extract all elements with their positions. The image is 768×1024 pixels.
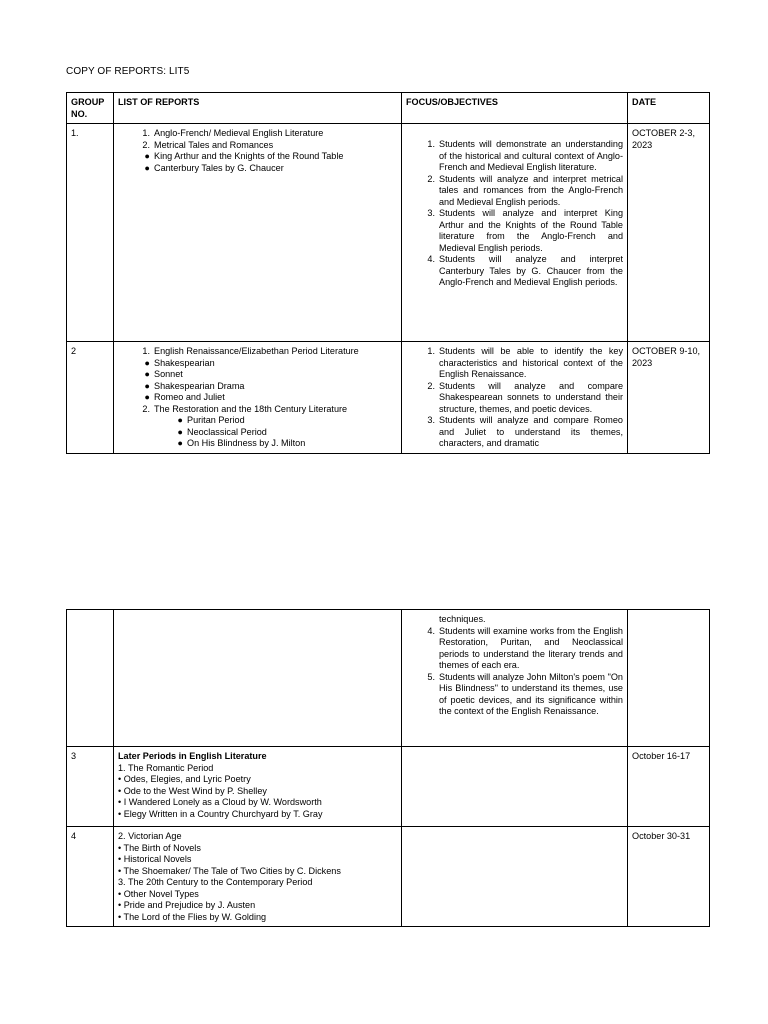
report-item (118, 392, 397, 404)
report-text: Puritan Period (187, 415, 245, 425)
objective-text: Students will analyze and interpret Canterbury Tales by G. Chaucer from the Anglo-French and Medieval English periods. (439, 254, 623, 287)
group-number: 2 (67, 342, 114, 454)
document-title: COPY OF REPORTS: LIT5 (66, 66, 190, 77)
report-line: • Historical Novels (118, 854, 192, 864)
report-item (118, 369, 397, 381)
table-row (67, 342, 710, 454)
objective-marker: 1. (427, 346, 435, 356)
report-marker: 2. (142, 403, 150, 414)
objective-item (406, 254, 623, 289)
group-number: 4 (67, 827, 114, 927)
objective-item (406, 381, 623, 416)
report-line: 1. The Romantic Period (118, 762, 214, 773)
report-text: Sonnet (154, 369, 183, 379)
objective-text: Students will analyze and compare Romeo and Juliet to understand its themes, characters, and dramatic (439, 415, 623, 448)
report-marker: ● (144, 357, 150, 368)
reports-section-title: Later Periods in English Literature (118, 751, 267, 761)
objective-marker: 2. (427, 173, 435, 184)
report-marker: ● (144, 369, 150, 379)
objective-item (406, 626, 623, 672)
objective-text: Students will examine works from the English Restoration, Puritan, and Neoclassical periods to understand the literary trends and themes of each era. (439, 625, 623, 670)
report-item (118, 346, 397, 358)
group-number: 3 (67, 747, 114, 827)
report-item (118, 404, 397, 416)
reports-cell (114, 610, 402, 747)
reports-table-continued (66, 609, 710, 927)
objective-item (406, 139, 623, 174)
objective-item (406, 174, 623, 209)
reports-cell (114, 827, 402, 927)
report-item (118, 438, 397, 450)
objectives-cell (402, 342, 628, 454)
header-focus-objectives: FOCUS/OBJECTIVES (402, 93, 628, 124)
report-line: • Other Novel Types (118, 888, 199, 899)
report-item (118, 140, 397, 152)
date-cell (628, 610, 710, 747)
report-line: 2. Victorian Age (118, 831, 182, 841)
report-item (118, 381, 397, 393)
report-line: • The Lord of the Flies by W. Golding (118, 911, 267, 922)
report-marker: ● (144, 151, 150, 161)
header-date: DATE (628, 93, 710, 124)
report-marker: ● (177, 426, 183, 437)
table-row (67, 610, 710, 747)
report-text: King Arthur and the Knights of the Round Table (154, 151, 344, 161)
objective-marker: 4. (427, 254, 435, 264)
objectives-cell (402, 610, 628, 747)
report-item (118, 128, 397, 140)
table-row (67, 747, 710, 827)
report-line: • The Birth of Novels (118, 842, 201, 853)
objective-text: Students will analyze and interpret metrical tales and romances from the Anglo-French and Medieval English periods. (439, 173, 623, 207)
objective-marker: 1. (427, 139, 435, 149)
report-item (118, 358, 397, 370)
objective-text: Students will be able to identify the key characteristics and historical context of the English Renaissance. (439, 346, 623, 379)
objectives-cell (402, 827, 628, 927)
reports-cell (114, 124, 402, 342)
header-list-of-reports: LIST OF REPORTS (114, 93, 402, 124)
header-group-no: GROUP NO. (67, 93, 114, 124)
report-text: On His Blindness by J. Milton (187, 438, 306, 448)
objective-marker: 3. (427, 415, 435, 425)
report-marker: ● (177, 438, 183, 448)
date-cell: October 16-17 (628, 747, 710, 827)
report-marker: 1. (142, 346, 150, 356)
objective-marker: 5. (427, 671, 435, 682)
objective-text: Students will analyze John Milton's poem "On His Blindness" to understand its themes, use of poetic devices, and its significance within the context of the English Renaissance. (439, 671, 623, 716)
objective-item (406, 346, 623, 381)
report-text: Romeo and Juliet (154, 392, 225, 402)
table-row (67, 124, 710, 342)
report-marker: ● (144, 162, 150, 173)
report-line: • Ode to the West Wind by P. Shelley (118, 785, 267, 796)
report-line: 3. The 20th Century to the Contemporary Period (118, 877, 313, 887)
report-text: Metrical Tales and Romances (154, 139, 274, 150)
report-line: • I Wandered Lonely as a Cloud by W. Wordsworth (118, 797, 322, 807)
report-marker: ● (144, 380, 150, 391)
report-text: Shakespearian Drama (154, 380, 245, 391)
report-text: English Renaissance/Elizabethan Period Literature (154, 346, 359, 356)
report-text: The Restoration and the 18th Century Literature (154, 403, 348, 414)
reports-cell (114, 747, 402, 827)
report-text: Neoclassical Period (187, 426, 267, 437)
objectives-cell (402, 747, 628, 827)
objective-item (406, 415, 623, 450)
report-text: Canterbury Tales by G. Chaucer (154, 162, 284, 173)
report-marker: ● (144, 392, 150, 402)
report-marker: ● (177, 415, 183, 425)
date-cell: October 30-31 (628, 827, 710, 927)
reports-cell (114, 342, 402, 454)
report-item (118, 415, 397, 427)
objective-text: Students will analyze and interpret King Arthur and the Knights of the Round Table literature from the Anglo-French and Medieval English periods. (439, 208, 623, 253)
reports-table (66, 92, 710, 454)
report-marker: 1. (142, 128, 150, 138)
table-header-row (67, 93, 710, 124)
report-line: • Elegy Written in a Country Churchyard by T. Gray (118, 808, 323, 819)
objective-continuation: techniques. (439, 614, 486, 624)
objective-text: Students will demonstrate an understanding of the historical and cultural context of Anglo-French and Medieval English literature. (439, 139, 623, 172)
objective-marker: 4. (427, 625, 435, 636)
objective-marker: 3. (427, 208, 435, 218)
report-item (118, 427, 397, 439)
objective-marker: 2. (427, 380, 435, 391)
date-cell: OCTOBER 2-3, 2023 (628, 124, 710, 342)
objective-text: Students will analyze and compare Shakespearean sonnets to understand their structure, themes, and poetic devices. (439, 380, 623, 414)
group-number: 1. (67, 124, 114, 342)
report-marker: 2. (142, 139, 150, 150)
report-item (118, 151, 397, 163)
report-text: Anglo-French/ Medieval English Literature (154, 128, 324, 138)
report-line: • Odes, Elegies, and Lyric Poetry (118, 774, 251, 784)
objective-item (406, 208, 623, 254)
objective-item (406, 672, 623, 718)
report-line: • The Shoemaker/ The Tale of Two Cities by C. Dickens (118, 865, 341, 876)
objectives-cell (402, 124, 628, 342)
report-line: • Pride and Prejudice by J. Austen (118, 900, 256, 910)
report-item (118, 163, 397, 175)
group-number (67, 610, 114, 747)
table-row (67, 827, 710, 927)
report-text: Shakespearian (154, 357, 215, 368)
date-cell: OCTOBER 9-10, 2023 (628, 342, 710, 454)
